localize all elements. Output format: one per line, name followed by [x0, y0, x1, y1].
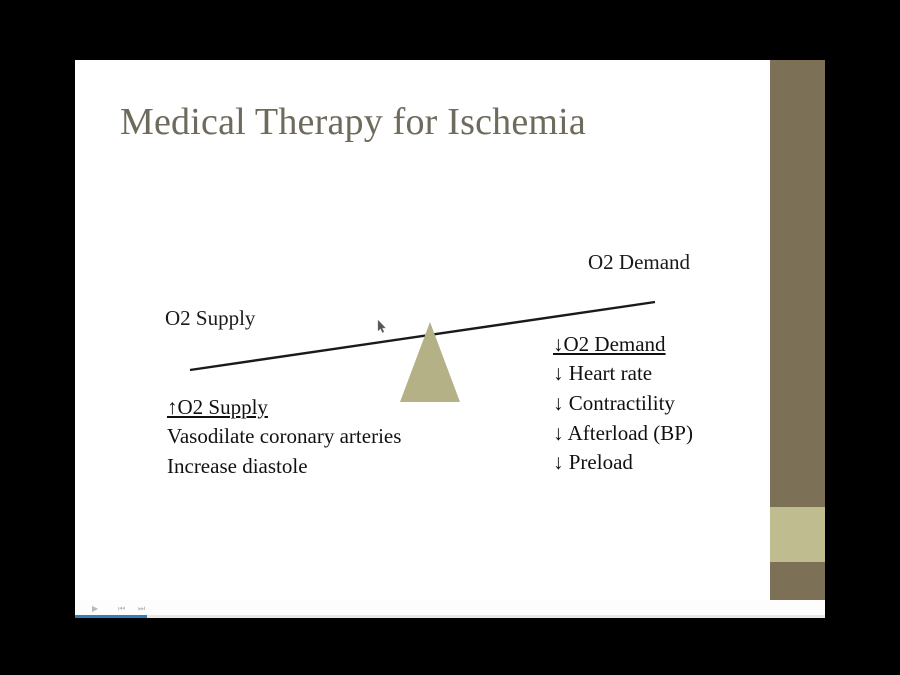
decrease-demand-column — [553, 332, 783, 478]
fulcrum-triangle — [400, 322, 460, 402]
play-button[interactable]: ▶ — [92, 604, 99, 613]
list-item: ↓ Preload — [553, 450, 633, 475]
o2-demand-label: O2 Demand — [588, 250, 691, 274]
slide-body — [75, 60, 770, 617]
list-item: ↓ Contractility — [553, 390, 675, 415]
slide-decor-band-accent — [770, 507, 825, 562]
increase-supply-heading: ↑O2 Supply — [167, 395, 268, 419]
next-button[interactable]: ⏭ — [138, 604, 146, 613]
progress-fill — [75, 615, 147, 618]
list-item: Vasodilate coronary arteries — [167, 424, 402, 448]
list-item: Increase diastole — [167, 453, 308, 478]
list-item: ↓ Afterload (BP) — [553, 420, 693, 445]
o2-supply-label: O2 Supply — [165, 306, 256, 330]
prev-button[interactable]: ⏮ — [118, 604, 126, 613]
mouse-cursor — [377, 320, 387, 334]
list-item: ↓ Heart rate — [553, 361, 653, 385]
decrease-demand-heading: ↓O2 Demand — [553, 332, 666, 356]
increase-supply-column — [167, 395, 497, 482]
slide-canvas — [75, 60, 825, 617]
slide-title: Medical Therapy for Ischemia — [120, 101, 586, 143]
progress-bar[interactable] — [75, 615, 825, 618]
